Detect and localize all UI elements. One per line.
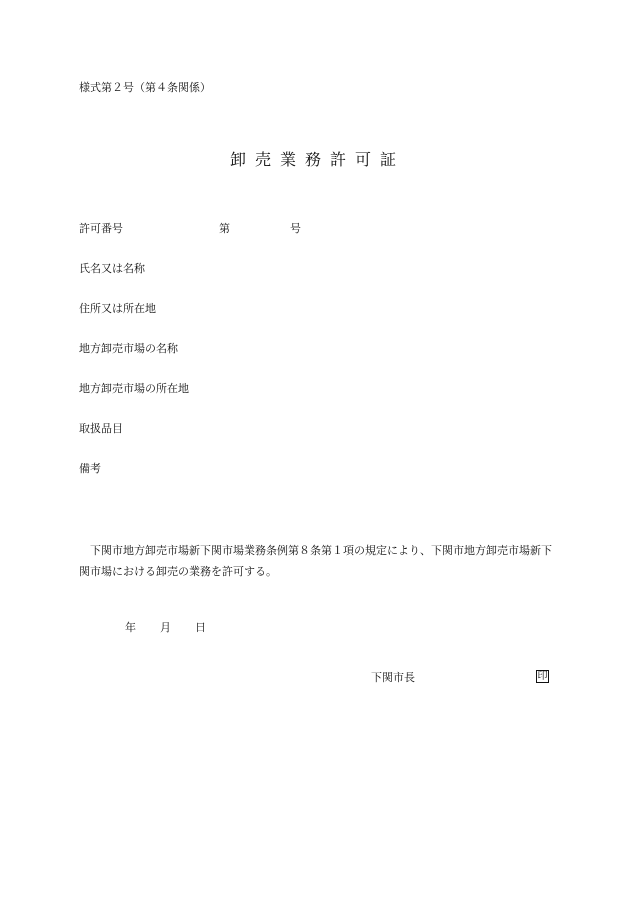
permit-number-label: 許可番号	[79, 222, 123, 235]
mayor-label: 下関市長	[371, 671, 415, 684]
address-label: 住所又は所在地	[79, 302, 156, 315]
permit-number-suffix: 号	[290, 222, 301, 235]
items-label: 取扱品目	[79, 422, 123, 435]
permit-statement: 下関市地方卸売市場新下関市場業務条例第８条第１項の規定により、下関市地方卸売市場新下関市場における卸売の業務を許可する。	[79, 544, 552, 578]
permit-number-prefix: 第	[219, 222, 230, 235]
page-title: 卸売業務許可証	[229, 150, 405, 169]
date-year-label: 年	[125, 621, 136, 634]
date-day-label: 日	[195, 621, 206, 634]
market-name-label: 地方卸売市場の名称	[79, 342, 178, 355]
name-label: 氏名又は名称	[79, 262, 145, 275]
market-location-label: 地方卸売市場の所在地	[79, 382, 189, 395]
form-number: 様式第２号（第４条関係）	[79, 81, 211, 94]
date-month-label: 月	[160, 621, 171, 634]
remarks-label: 備考	[79, 462, 101, 475]
seal-stamp: 印	[537, 671, 548, 682]
